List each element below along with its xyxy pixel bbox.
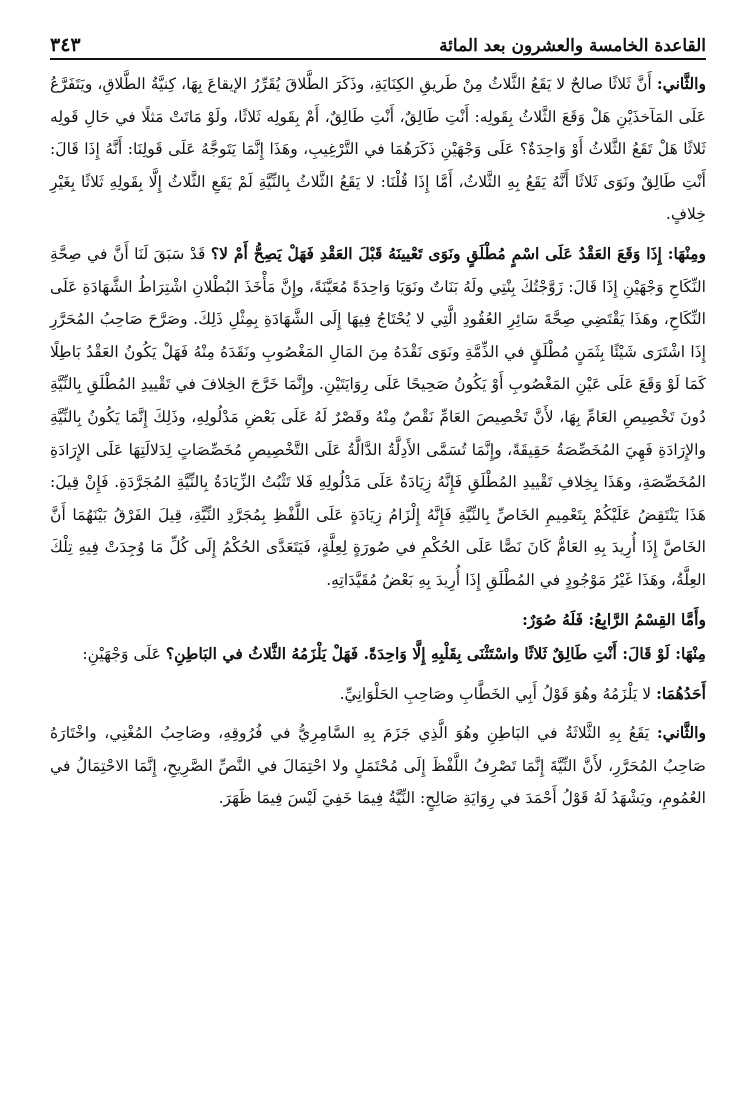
paragraph	[50, 717, 706, 815]
running-header	[50, 30, 706, 60]
paragraph-text: قَدْ سَبَقَ لَنَا أَنَّ في صِحَّةِ النِّكَاحِ وَجْهَيْنِ إِذَا قَالَ: زَوَّجْتُكَ بِنْتِي ولَهُ بَنَاتٌ ونَوَيَا وَاحِدَةً مُعَيَّنَةً، وإِنَّ مَأْخَذَ البُطْلانِ اشْتِرَاطُ الشَّهَادَةِ عَلَى النِّكَاحِ، وهَذَا يَقْتَضِي صِحَّةَ سَائِرِ العُقُودِ الَّتِي لا يُحْتَاجُ فِيهَا إِلَى الشَّهَادَةِ بِمِثْلِ ذَلِكَ. وصَرَّحَ صَاحِبُ المُحَرَّرِ إِذَا اشْتَرَى شَيْئًا بِثَمَنٍ مُطْلَقٍ في الذِّمَّةِ ونَوَى نَقْدَهُ مِنَ المَالِ المَغْصُوبِ ونَقَدَهُ مِنْهُ فَهَلْ يَكُونُ العَقْدُ بَاطِلًا كَمَا لَوْ وَقَعَ عَلَى عَيْنِ المَغْصُوبِ أَوْ يَكُونُ صَحِيحًا عَلَى رِوَايَتَيْنِ. وإِنَّمَا خَرَّجَ الخِلافَ في تَقْييدِ المُطْلَقِ بِالنِّيَّةِ دُونَ تَخْصِيصِ العَامِّ بِهَا، لأَنَّ تَخْصِيصَ العَامِّ نَقْصٌ مِنْهُ وقَصْرٌ لَهُ عَلَى بَعْضِ مَدْلُولِهِ، وذَلِكَ إِنَّمَا يَكُونُ بِالنِّيَّةِ والإِرَادَةِ فَهِيَ المُخَصِّصَةُ حَقِيقَةً، وإِنَّمَا تُسَمَّى الأَدِلَّةُ الدَّالَّةُ عَلَى التَّخْصِيصِ مُخَصِّصَاتٍ لِدَلالَتِهَا عَلَى الإِرَادَةِ المُخَصِّصَةِ، وهَذَا بِخِلافِ تَقْييدِ المُطْلَقِ فَإِنَّهُ زِيَادَةٌ عَلَى مَدْلُولِهِ فَلا تَثْبُتُ الزِّيَادَةُ بِالنِّيَّةِ المُجَرَّدَةِ. فَإِنْ قِيلَ: هَذَا يَنْتَقِضُ عَلَيْكُمْ بِتَعْمِيمِ الخَاصِّ بِالنِّيَّةِ فَإِنَّهُ إِلْزَامُ زِيَادَةٍ عَلَى اللَّفْظِ بِمُجَرَّدِ النِّيَّةِ، قِيلَ الفَرْقُ بَيْنَهُمَا أَنَّ الخَاصَّ إِذَا أُرِيدَ بِهِ العَامُّ كَانَ نَصًّا عَلَى الحُكْمِ في صُورَةٍ لِعِلَّةٍ، فَيَتَعَدَّى الحُكْمُ إِلَى كُلِّ مَا وُجِدَتْ فِيهِ تِلْكَ العِلَّةُ، وهَذَا غَيْرُ مَوْجُودٍ في المُطْلَقِ إِذَا أُرِيدَ بِهِ بَعْضُ مُقَيَّدَاتِهِ.	[50, 244, 706, 589]
paragraph	[50, 604, 706, 637]
paragraph-text: أَنَّ ثَلاثًا صالحٌ لا يَقَعُ الثَّلاثُ مِنْ طَريقِ الكِنَايَةِ، وذَكَرَ الطَّلاقَ يُقَرِّرُ الإيقاعَ بِهَا، كِنيَّةُ الطَّلاقِ، ويَتَفَرَّعُ عَلَى المَآخذَيْنِ هَلْ وَقَعَ الثَّلاثُ بِقَولِه: أَنْتِ طَالِقٌ، أَنْتِ طَالِقٌ، أَمْ بِقَولِه ثَلاثًا، ولَوْ مَاتَتْ مَثلًا في حَالِ قَولِه ثَلاثًا هَلْ تَقَعُ الثَّلاثُ أَوْ وَاحِدَةٌ؟ عَلَى وَجْهَيْنِ ذَكَرَهُمَا في التَّرْغِيبِ، وهَذَا إِنَّمَا يَتَوجَّهُ عَلَى قَولِنَا: أَنَّهُ إِذَا قَالَ: أَنْتِ طَالِقٌ ونَوَى ثَلاثًا أَنَّهُ يَقَعُ بِهِ الثَّلاثُ، أَمَّا إِذَا قُلْنَا: لا يَقَعُ الثَّلاثُ بِالنِّيَّةِ لَمْ يَقَعِ الثَّلاثُ إِلَّا بِقَولِهِ ثَلاثًا بِغَيْرِ خِلافٍ.	[50, 75, 706, 224]
paragraph-lead: والثَّاني:	[656, 74, 706, 93]
paragraph	[50, 238, 706, 597]
paragraph-text: يَقَعُ بِهِ الثَّلاثَةُ في البَاطِنِ وهُوَ الَّذِي جَزَمَ بِهِ السَّامِرِيُّ في فُرُوقِهِ، وصَاحِبُ المُغْنِي، واخْتَارَهُ صَاحِبُ المُحَرَّرِ، لأَنَّ النِّيَّةَ إِنَّمَا تَصْرِفُ اللَّفْظَ إِلَى مُحْتَمَلٍ ولا احْتِمَالَ في النَّصِّ الصَّرِيحِ، إِنَّمَا الاحْتِمَالُ في العُمُومِ، ويَشْهَدُ لَهُ قَوْلُ أَحْمَدَ في رِوَايَةِ صَالِحٍ: النِّيَّةُ فِيمَا خَفِيَ لَيْسَ فِيمَا ظَهَرَ.	[50, 724, 706, 808]
paragraph-lead: ومِنْهَا: إِذَا وَقَعَ العَقْدُ عَلَى اسْمٍ مُطْلَقٍ ونَوَى تَعْيينَهُ قَبْلَ العَقْدِ فَهَلْ يَصِحُّ أَمْ لا؟	[210, 243, 706, 263]
paragraph	[50, 638, 706, 671]
section-heading: وأَمَّا القِسْمُ الرَّابِعُ: فَلَهُ صُوَرٌ:	[522, 609, 706, 629]
paragraph-lead: والثَّاني:	[656, 723, 706, 743]
paragraph-text: لا يَلْزَمُهُ وهُوَ قَوْلُ أَبِي الخَطَّابِ وصَاحِبِ الحَلْوَانِيِّ.	[339, 684, 657, 703]
page-number: ٣٤٣	[50, 34, 81, 56]
paragraph	[50, 678, 706, 711]
header-title: القاعدة الخامسة والعشرون بعد المائة	[439, 36, 706, 56]
paragraph-text: عَلَى وَجْهَيْنِ:	[82, 645, 166, 664]
book-page	[50, 30, 706, 822]
paragraph-lead: مِنْهَا: لَوْ قَالَ: أَنْتِ طَالِقٌ ثَلاثًا واسْتَثْنَى بِقَلْبِهِ إِلَّا وَاحِدَةً. فَهَلْ يَلْزَمُهُ الثَّلاثُ في البَاطِنِ؟	[165, 644, 706, 664]
paragraph-lead: أَحَدُهُمَا:	[656, 683, 706, 703]
page-body	[50, 68, 706, 815]
paragraph	[50, 68, 706, 231]
